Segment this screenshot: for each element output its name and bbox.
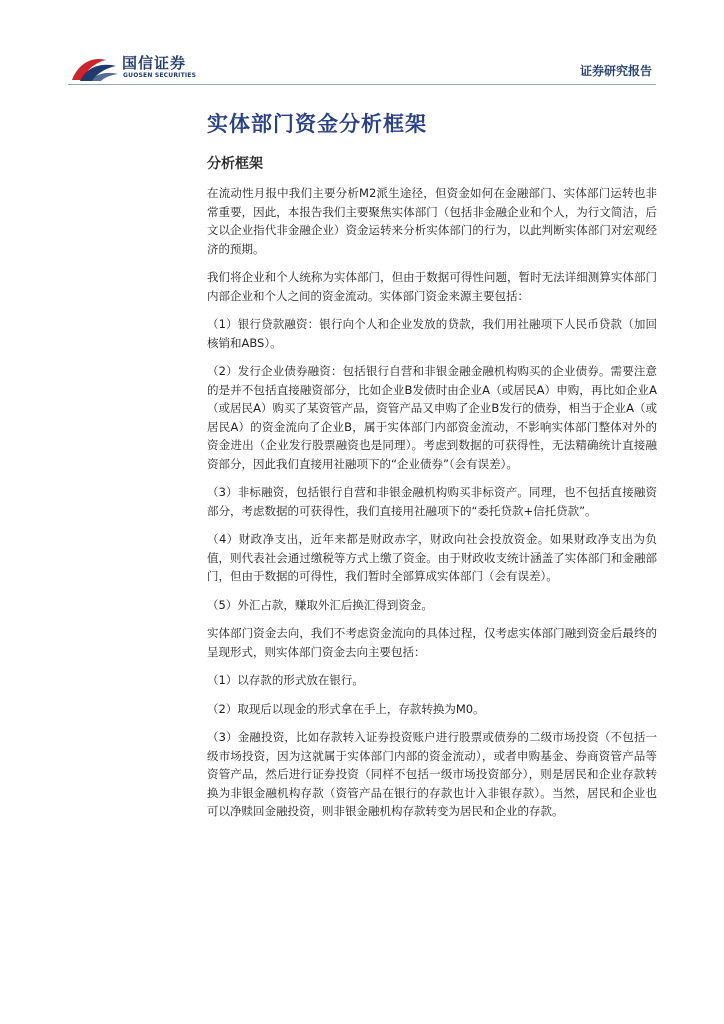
logo-english-name: GUOSEN SECURITIES — [123, 72, 197, 79]
section-subtitle: 分析框架 — [207, 156, 263, 172]
paragraph: （3）非标融资，包括银行自营和非银金融机构购买非标资产。同理，也不包括直接融资部分，考虑数据的可获得性，我们直接用社融项下的“委托贷款+信托贷款”。 — [207, 485, 657, 518]
paragraph: （2）发行企业债券融资：包括银行自营和非银金融金融机构购买的企业债券。需要注意的是并不包括直接融资部分，比如企业B发债时由企业A（或居民A）申购，再比如企业A（或居民A）购买了某资管产品，资管产品又申购了企业B发行的债券，相当于企业A（或居民A）的资金流向了企业B，属于实体部门内部资金流动，不影响实体部门整体对外的资金进出（企业发行股票融资也是同理）。考虑到数据的可获得性，无法精确统计直接融资部分，因此我们直接用社融项下的“企业债券”（会有误差）。 — [207, 364, 657, 471]
paragraph: （4）财政净支出，近年来都是财政赤字，财政向社会投放资金。如果财政净支出为负值，则代表社会通过缴税等方式上缴了资金。由于财政收支统计涵盖了实体部门和金融部门，但由于数据的可得性，我们暂时全部算成实体部门（会有误差）。 — [207, 532, 657, 583]
paragraph: （5）外汇占款，赚取外汇后换汇得到资金。 — [207, 597, 433, 612]
paragraph: 我们将企业和个人统称为实体部门，但由于数据可得性问题，暂时无法详细测算实体部门内部企业和个人之间的资金流动。实体部门资金来源主要包括： — [207, 270, 657, 303]
header-divider — [68, 84, 656, 85]
paragraph: （1）以存款的形式放在银行。 — [207, 673, 364, 687]
guosen-logo-icon — [70, 50, 120, 84]
report-type-label: 证券研究报告 — [579, 64, 652, 78]
paragraph: （3）金融投资，比如存款转入证券投资账户进行股票或债券的二级市场投资（不包括一级市场投资，因为这就属于实体部门内部的资金流动），或者申购基金、券商资管产品等资管产品，然后进行证券投资（同样不包括一级市场投资部分），则是居民和企业存款转换为非银金融机构存款（资管产品在银行的存款也计入非银存款）。当然，居民和企业也可以净赎回金融投资，则非银金融机构存款转变为居民和企业的存款。 — [207, 730, 657, 818]
section-title: 实体部门资金分析框架 — [207, 112, 427, 136]
logo-chinese-name: 国信证券 — [122, 54, 187, 72]
paragraph: 在流动性月报中我们主要分析M2派生途径，但资金如何在金融部门、实体部门运转也非常重要，因此，本报告我们主要聚焦实体部门（包括非金融企业和个人，为行文简洁，后文以企业指代非金融企业）资金运转来分析实体部门的行为，以此判断实体部门对宏观经济的预期。 — [207, 186, 657, 256]
paragraph: （1）银行贷款融资：银行向个人和企业发放的贷款，我们用社融项下人民币贷款（加回核销和ABS）。 — [207, 317, 657, 350]
paragraph: （2）取现后以现金的形式拿在手上，存款转换为M0。 — [207, 701, 485, 716]
paragraph: 实体部门资金去向，我们不考虑资金流向的具体过程，仅考虑实体部门融到资金后最终的呈现形式，则实体部门资金去向主要包括： — [207, 626, 657, 659]
page-header — [0, 0, 724, 92]
main-content — [207, 108, 657, 821]
